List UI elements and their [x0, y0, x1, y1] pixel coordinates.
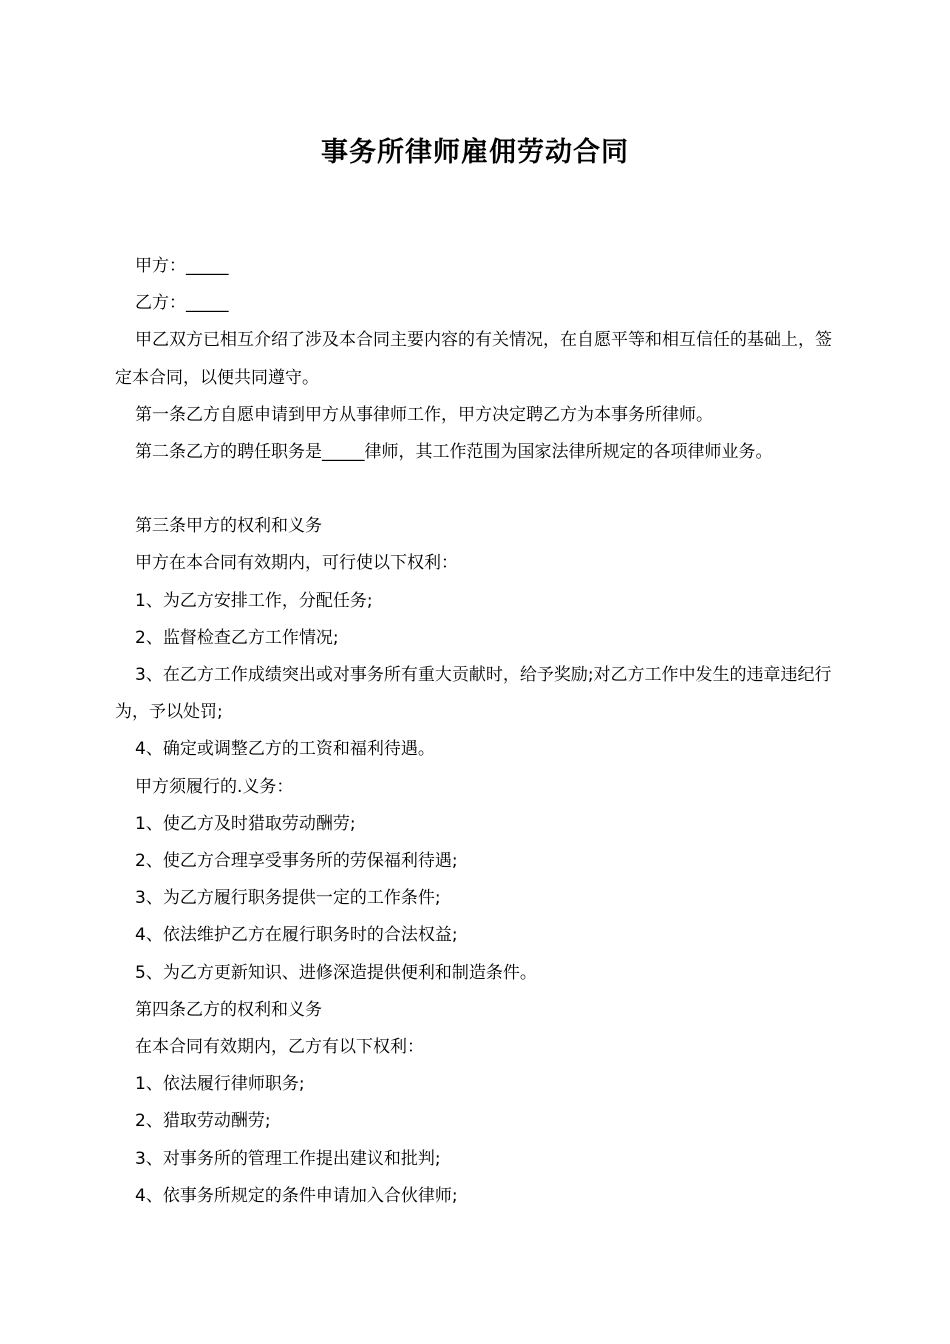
list-item: 1、依法履行律师职务;	[135, 1074, 305, 1095]
party-b-line: 乙方：_____	[135, 293, 229, 314]
party-a-line: 甲方：_____	[135, 256, 229, 276]
list-item: 4、确定或调整乙方的工资和福利待遇。	[135, 739, 435, 760]
list-item: 2、使乙方合理享受事务所的劳保福利待遇;	[135, 851, 458, 872]
party-a-obligations-intro: 甲方须履行的.义务：	[135, 776, 294, 797]
party-a-rights-intro: 甲方在本合同有效期内，可行使以下权利：	[135, 553, 458, 574]
list-item: 1、为乙方安排工作，分配任务;	[135, 590, 373, 611]
preamble-paragraph: 甲乙双方已相互介绍了涉及本合同主要内容的有关情况，在自愿平等和相互信任的基础上，签定本合同，以便共同遵守。	[115, 330, 832, 388]
list-item: 1、使乙方及时猎取劳动酬劳;	[135, 813, 356, 834]
list-item: 4、依法维护乙方在履行职务时的合法权益;	[135, 925, 458, 946]
party-b-rights-intro: 在本合同有效期内，乙方有以下权利：	[135, 1037, 424, 1058]
article-2-paragraph: 第二条乙方的聘任职务是_____律师，其工作范围为国家法律所规定的各项律师业务。	[135, 442, 773, 463]
document-title: 事务所律师雇佣劳动合同	[321, 137, 629, 168]
list-item: 4、依事务所规定的条件申请加入合伙律师;	[135, 1185, 458, 1206]
list-item: 2、猎取劳动酬劳;	[135, 1111, 271, 1132]
list-item: 2、监督检查乙方工作情况;	[135, 627, 339, 648]
blank-line	[115, 471, 843, 508]
document-body	[115, 248, 843, 1215]
article-4-heading: 第四条乙方的权利和义务	[135, 999, 322, 1020]
list-item: 3、对事务所的管理工作提出建议和批判;	[135, 1148, 441, 1169]
article-1-paragraph: 第一条乙方自愿申请到甲方从事律师工作，甲方决定聘乙方为本事务所律师。	[135, 404, 713, 425]
list-item: 3、在乙方工作成绩突出或对事务所有重大贡献时，给予奖励;对乙方工作中发生的违章违纪行为，予以处罚;	[115, 665, 832, 723]
list-item: 3、为乙方履行职务提供一定的工作条件;	[135, 888, 441, 909]
article-3-heading: 第三条甲方的权利和义务	[135, 516, 322, 537]
list-item: 5、为乙方更新知识、进修深造提供便利和制造条件。	[135, 962, 537, 983]
